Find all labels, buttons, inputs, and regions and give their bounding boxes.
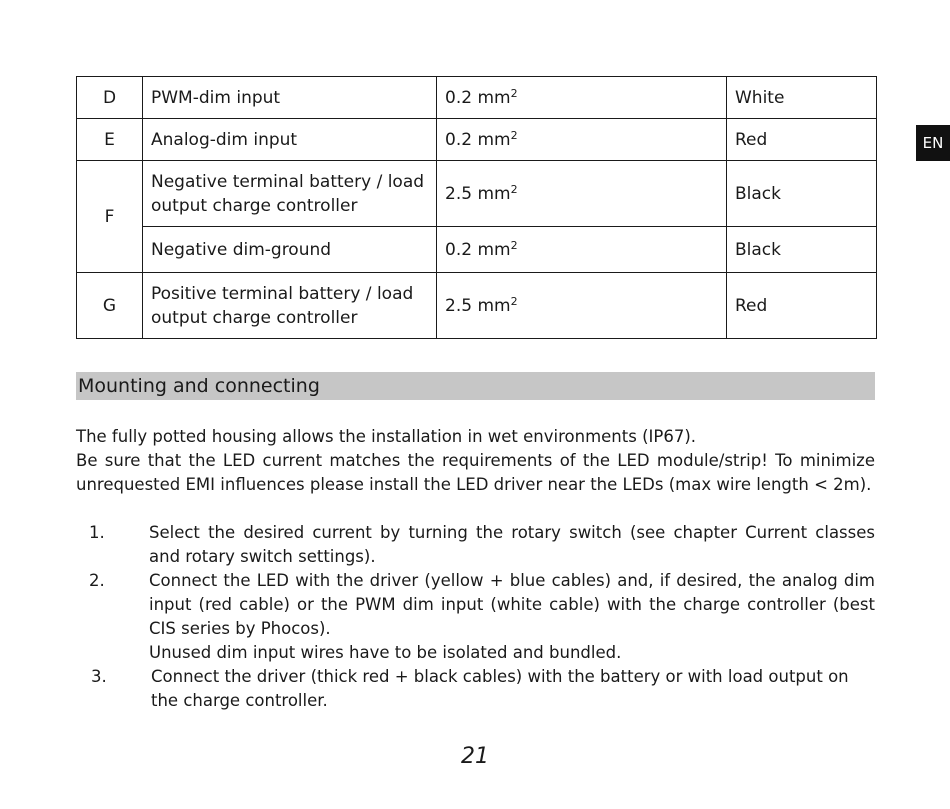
unit-superscript: 2 xyxy=(510,86,518,100)
section-heading: Mounting and connecting xyxy=(76,372,875,400)
size-value: 2.5 mm xyxy=(445,183,511,204)
wire-cross-section xyxy=(437,273,727,339)
wire-description: Positive terminal battery / load output charge controller xyxy=(143,273,437,339)
unit-superscript: 2 xyxy=(510,128,518,142)
size-value: 0.2 mm xyxy=(445,239,511,260)
size-value: 2.5 mm xyxy=(445,295,511,316)
wire-id: D xyxy=(77,77,143,119)
wire-color: White xyxy=(727,77,877,119)
table-row xyxy=(77,119,877,161)
list-item xyxy=(76,521,875,569)
wire-description: Analog-dim input xyxy=(143,119,437,161)
step-number: 1. xyxy=(89,523,105,542)
wire-cross-section xyxy=(437,77,727,119)
page-number: 21 xyxy=(461,744,489,769)
size-value: 0.2 mm xyxy=(445,129,511,150)
wire-description: Negative terminal battery / load output charge controller xyxy=(143,161,437,227)
step-number: 3. xyxy=(91,667,107,686)
intro-paragraph: The fully potted housing allows the installation in wet environments (IP67). xyxy=(76,427,697,446)
intro-paragraph: Be sure that the LED current matches the requirements of the LED module/strip! To minimize xyxy=(76,451,875,470)
wire-cross-section xyxy=(437,227,727,273)
step-number: 2. xyxy=(89,571,105,590)
step-text: Connect the driver (thick red + black cables) with the battery or with load output on the charge controller. xyxy=(151,667,849,710)
table-row xyxy=(77,161,877,227)
size-value: 0.2 mm xyxy=(445,87,511,108)
wire-description: Negative dim-ground xyxy=(143,227,437,273)
list-item xyxy=(76,665,875,713)
unit-superscript: 2 xyxy=(510,294,518,308)
wire-color: Black xyxy=(727,227,877,273)
step-text: Connect the LED with the driver (yellow + blue cables) and, if desired, the analog dim input (red cable) or the PWM dim input (white cable) with the charge controller (best CIS series by Phocos). xyxy=(149,571,875,638)
wire-cross-section xyxy=(437,161,727,227)
wire-id: F xyxy=(77,161,143,273)
wire-color: Red xyxy=(727,273,877,339)
list-item xyxy=(76,569,875,665)
step-text: Select the desired current by turning the rotary switch (see chapter Current classes and rotary switch settings). xyxy=(149,523,875,566)
unit-superscript: 2 xyxy=(510,238,518,252)
step-note: Unused dim input wires have to be isolated and bundled. xyxy=(149,643,622,662)
table-row xyxy=(77,227,877,273)
wire-specification-table xyxy=(76,76,877,339)
wire-color: Red xyxy=(727,119,877,161)
instruction-list xyxy=(76,521,875,713)
table-row xyxy=(77,273,877,339)
table-row xyxy=(77,77,877,119)
wire-description: PWM-dim input xyxy=(143,77,437,119)
language-tab: EN xyxy=(916,125,950,161)
wire-color: Black xyxy=(727,161,877,227)
wire-id: G xyxy=(77,273,143,339)
wire-cross-section xyxy=(437,119,727,161)
unit-superscript: 2 xyxy=(510,182,518,196)
wire-id: E xyxy=(77,119,143,161)
intro-paragraph: unrequested EMI influences please install the LED driver near the LEDs (max wire length < 2m). xyxy=(76,475,872,494)
